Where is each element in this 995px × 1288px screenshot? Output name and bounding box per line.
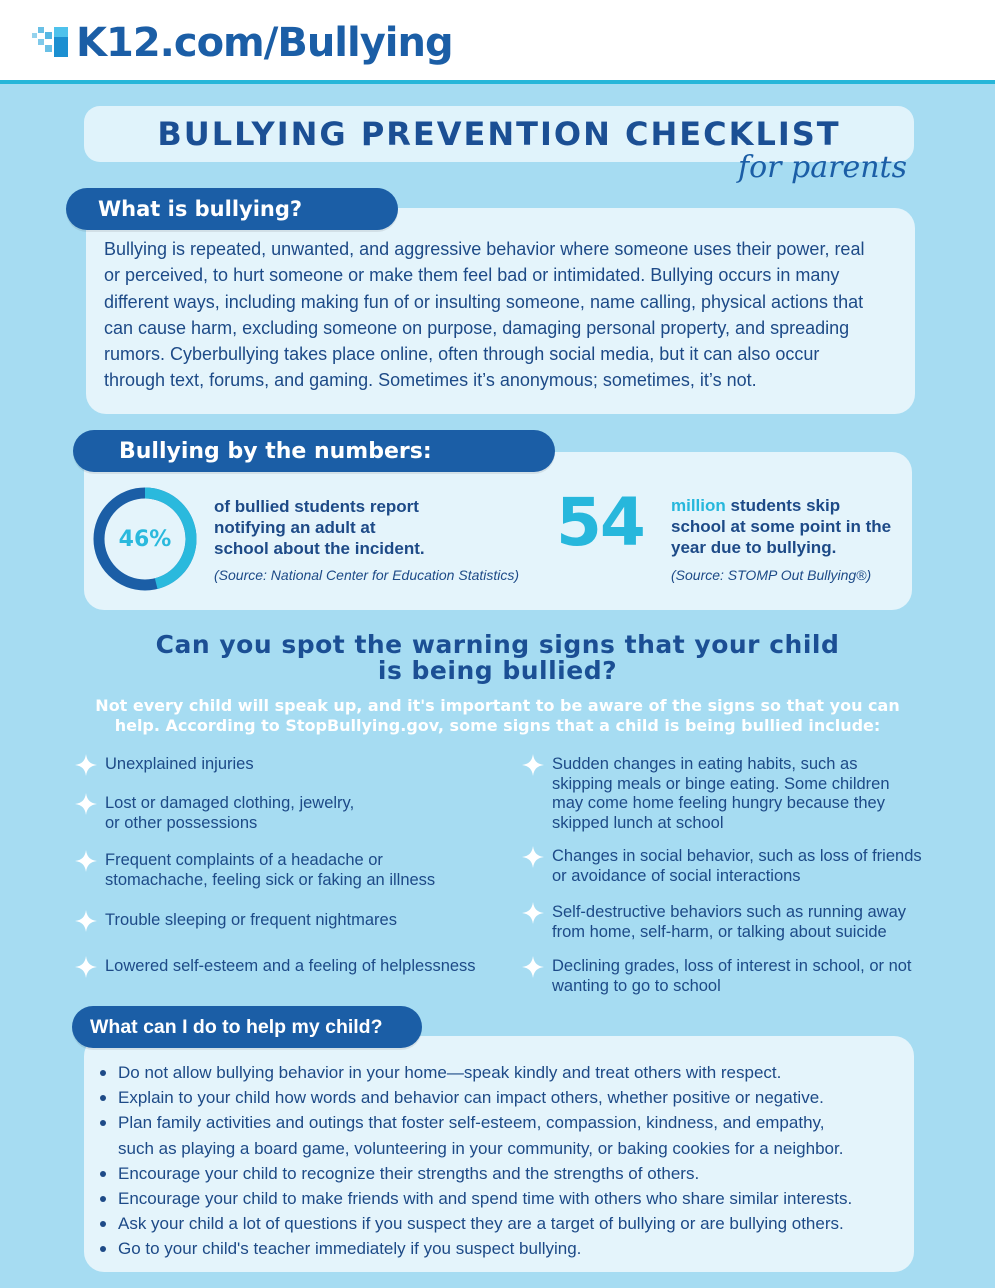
sign-line: from home, self-harm, or talking about suicide — [552, 922, 887, 941]
sparkle-icon — [522, 846, 544, 868]
help-line: Go to your child's teacher immediately if you suspect bullying. — [118, 1239, 582, 1259]
page-subtitle: for parents — [738, 150, 907, 185]
warning-intro — [60, 696, 935, 736]
sign-line: wanting to go to school — [552, 976, 721, 995]
sparkle-icon — [75, 793, 97, 815]
warning-sign-right-1 — [522, 755, 890, 833]
sign-line: skipped lunch at school — [552, 813, 724, 832]
warning-heading — [60, 632, 935, 684]
sign-line: Frequent complaints of a headache or — [105, 851, 383, 869]
bullet-icon — [100, 1221, 106, 1227]
help-list — [98, 1060, 908, 1262]
stat-line: of bullied students report — [214, 497, 419, 516]
stat-54-source: (Source: STOMP Out Bullying®) — [671, 567, 872, 583]
bullet-icon — [100, 1095, 106, 1101]
warning-sign-text — [552, 847, 922, 886]
sign-line: Changes in social behavior, such as loss of friends — [552, 847, 922, 865]
help-line: such as playing a board game, volunteering in your community, or baking cookies for a neighbor. — [118, 1138, 844, 1158]
stat-line-rest: students skip — [725, 496, 841, 515]
sign-line: Unexplained injuries — [105, 755, 254, 773]
sparkle-icon — [75, 754, 97, 776]
stat-line: school at some point in the — [671, 517, 892, 536]
bullet-icon — [100, 1171, 106, 1177]
sparkle-icon — [522, 754, 544, 776]
stat-line: year due to bullying. — [671, 538, 837, 557]
logo-text: K12.com/Bullying — [76, 20, 453, 66]
sparkle-icon — [75, 910, 97, 932]
stat-46-text — [214, 496, 534, 559]
sign-line: Self-destructive behaviors such as running away — [552, 903, 907, 921]
stat-line: school about the incident. — [214, 539, 425, 558]
what-is-paragraph — [104, 236, 904, 394]
pixel-cube-icon — [30, 23, 70, 63]
paragraph-line: Bullying is repeated, unwanted, and aggressive behavior where someone uses their power, real — [104, 239, 865, 259]
intro-line: Not every child will speak up, and it's important to be aware of the signs so that you can — [95, 696, 900, 715]
stat-54-text — [671, 495, 901, 558]
help-line: Encourage your child to recognize their strengths and the strengths of others. — [118, 1163, 700, 1183]
help-line: Plan family activities and outings that foster self-esteem, compassion, kindness, and empathy, — [118, 1113, 825, 1133]
k12-logo[interactable] — [30, 16, 453, 70]
header-bar — [0, 0, 995, 84]
warning-sign-text — [105, 794, 354, 833]
sparkle-icon — [75, 956, 97, 978]
help-line: Encourage your child to make friends with and spend time with others who share similar interests. — [118, 1189, 853, 1209]
warning-sign-text — [552, 957, 912, 996]
sign-line: Declining grades, loss of interest in school, or not — [552, 957, 912, 975]
warning-sign-left-4 — [75, 911, 397, 932]
stat-line: notifying an adult at — [214, 518, 376, 537]
warning-sign-right-4 — [522, 957, 912, 996]
paragraph-line: rumors. Cyberbullying takes place online, often through social media, but it can also occur — [104, 344, 820, 365]
sparkle-icon — [75, 850, 97, 872]
stat-accent-word: million — [671, 496, 726, 515]
page-title: BULLYING PREVENTION CHECKLIST — [157, 115, 841, 153]
warning-sign-right-2 — [522, 847, 922, 886]
sign-line: may come home feeling hungry because they — [552, 794, 885, 812]
sign-line: Lowered self-esteem and a feeling of helplessness — [105, 957, 476, 975]
warning-sign-text — [105, 957, 476, 977]
warning-sign-right-3 — [522, 903, 906, 942]
warning-sign-text — [105, 851, 435, 890]
bullet-icon — [100, 1246, 106, 1252]
help-item — [98, 1236, 908, 1261]
warning-sign-left-3 — [75, 851, 435, 890]
help-item — [98, 1211, 908, 1236]
sign-line: or other possessions — [105, 813, 258, 832]
warning-sign-left-1 — [75, 755, 254, 776]
stat-line — [671, 495, 901, 516]
warning-sign-text — [552, 903, 906, 942]
what-is-heading: What is bullying? — [66, 188, 398, 230]
help-item — [98, 1060, 908, 1085]
help-item — [98, 1161, 908, 1186]
heading-line: Can you spot the warning signs that your child — [155, 630, 840, 659]
heading-line: is being bullied? — [377, 656, 618, 685]
paragraph-line: through text, forums, and gaming. Sometimes it’s anonymous; sometimes, it’s not. — [104, 370, 757, 391]
warning-sign-text — [552, 755, 890, 833]
help-line: Ask your child a lot of questions if you suspect they are a target of bullying or are bullying others. — [118, 1214, 844, 1234]
sign-line: stomachache, feeling sick or faking an illness — [105, 870, 436, 889]
warning-sign-left-5 — [75, 957, 476, 978]
help-heading: What can I do to help my child? — [72, 1006, 422, 1048]
bullet-icon — [100, 1070, 106, 1076]
help-item — [98, 1085, 908, 1110]
intro-line: help. According to StopBullying.gov, some signs that a child is being bullied include: — [114, 716, 881, 735]
sign-line: or avoidance of social interactions — [552, 866, 801, 885]
sign-line: Trouble sleeping or frequent nightmares — [105, 911, 397, 929]
sparkle-icon — [522, 902, 544, 924]
warning-sign-text — [105, 755, 254, 775]
sign-line: Sudden changes in eating habits, such as — [552, 755, 858, 773]
warning-sign-text — [105, 911, 397, 931]
bullet-icon — [100, 1120, 106, 1126]
warning-sign-left-2 — [75, 794, 354, 833]
numbers-heading: Bullying by the numbers: — [73, 430, 555, 472]
stat-54-value: 54 — [556, 484, 644, 561]
stat-46-value: 46% — [118, 526, 172, 552]
paragraph-line: can cause harm, excluding someone on purpose, damaging personal property, and spreading — [104, 317, 850, 338]
sign-line: Lost or damaged clothing, jewelry, — [105, 794, 355, 812]
paragraph-line: different ways, including making fun of or insulting someone, name calling, physical actions that — [104, 291, 864, 312]
help-line: Explain to your child how words and behavior can impact others, whether positive or negative. — [118, 1088, 824, 1108]
help-item — [98, 1186, 908, 1211]
sparkle-icon — [522, 956, 544, 978]
help-item — [98, 1110, 908, 1160]
paragraph-line: or perceived, to hurt someone or make them feel bad or intimidated. Bullying occurs in many — [104, 265, 840, 286]
sign-line: skipping meals or binge eating. Some children — [552, 774, 890, 793]
stat-46-source: (Source: National Center for Education Statistics) — [214, 567, 520, 583]
bullet-icon — [100, 1196, 106, 1202]
help-line: Do not allow bullying behavior in your home—speak kindly and treat others with respect. — [118, 1063, 782, 1082]
